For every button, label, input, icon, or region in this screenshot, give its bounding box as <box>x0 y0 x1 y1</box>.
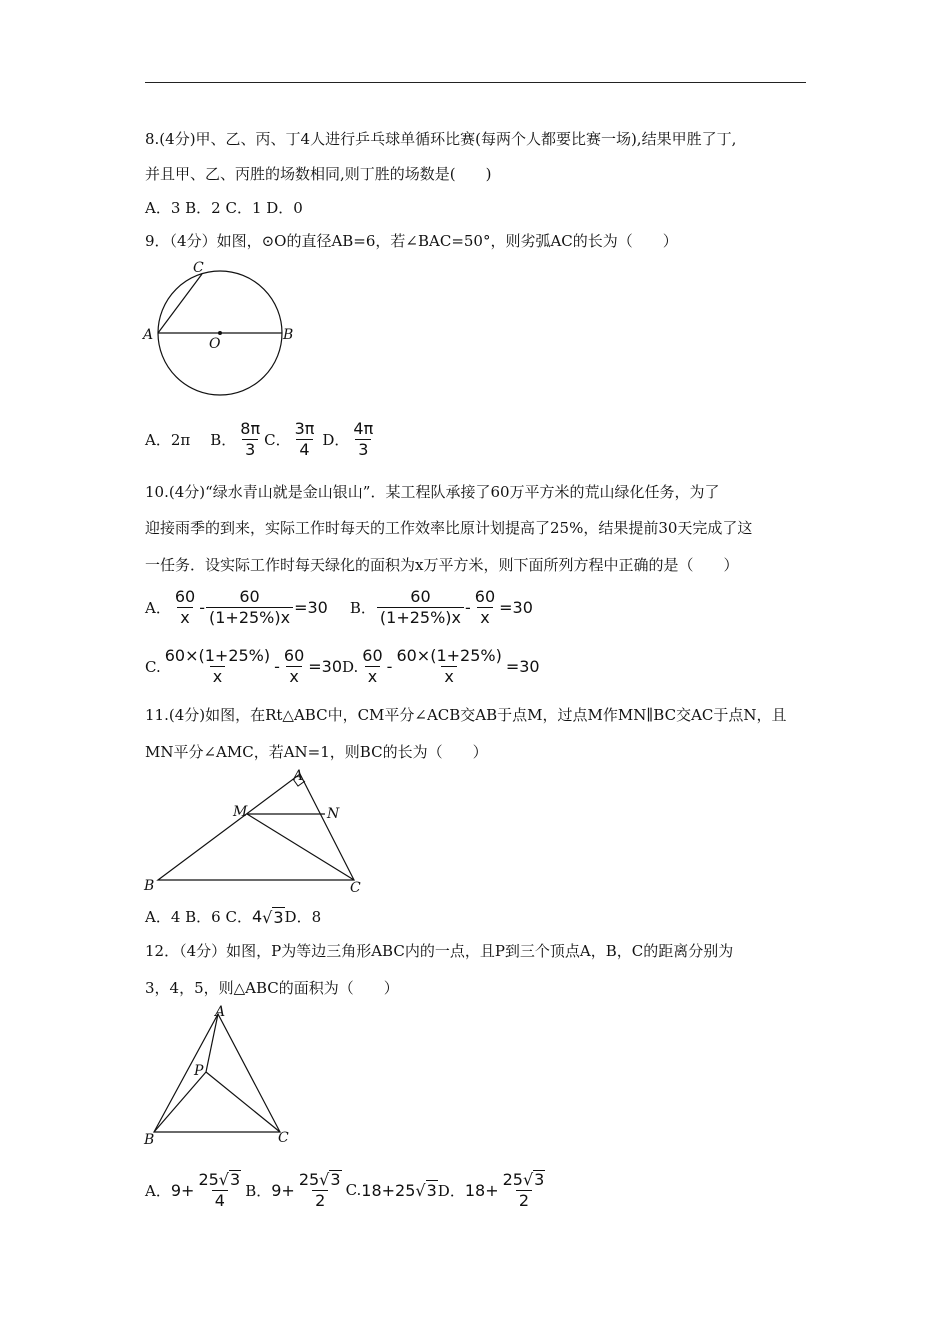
q10-c-frac2 <box>281 647 307 686</box>
segment-cm <box>247 814 354 880</box>
q12-a-frac <box>195 1170 244 1210</box>
radical-sign-icon: √ <box>262 907 273 927</box>
frac-den: x <box>365 666 380 686</box>
q10-stem-line1: 10.(4分)“绿水青山就是金山银山”．某工程队承接了60万平方米的荒山绿化任务，为了 <box>145 483 720 501</box>
q9-stem: 9．（4分）如图，⊙O的直径AB=6，若∠BAC=50°，则劣弧AC的长为（ ） <box>145 232 678 250</box>
label-c: C <box>278 1130 289 1146</box>
q10-option-b-label: B． <box>349 599 376 617</box>
frac-num: 60 <box>283 646 305 665</box>
q9-options <box>145 420 377 459</box>
frac-num: 4π <box>353 419 374 438</box>
frac-den: 2 <box>516 1190 532 1210</box>
frac-num: 60×(1+25%) <box>164 646 271 665</box>
coef: 25 <box>298 1170 320 1189</box>
label-b: B <box>144 878 155 894</box>
equals-30: =30 <box>308 657 343 676</box>
q12-options <box>145 1170 549 1210</box>
segment-pb <box>154 1072 206 1132</box>
frac-den: (1+25%)x <box>377 607 464 627</box>
frac-num <box>195 1170 244 1190</box>
q12-b-prefix: 9+ <box>271 1180 295 1200</box>
minus-sign: - <box>199 598 205 617</box>
q12-b-frac <box>296 1170 345 1210</box>
label-a: A <box>215 1004 226 1020</box>
equals-30: =30 <box>499 598 533 617</box>
frac-den: x <box>441 666 456 686</box>
q11-triangle-figure <box>140 766 370 898</box>
q11-option-c-coef: 4 <box>251 907 263 926</box>
radicand: 3 <box>330 1170 341 1189</box>
frac-num: 60 <box>174 587 196 606</box>
q11-options <box>145 906 321 927</box>
minus-sign: - <box>386 657 393 676</box>
q10-b-frac2 <box>472 588 498 627</box>
frac-den: 2 <box>312 1190 328 1210</box>
sqrt-expression <box>262 907 284 927</box>
equals-30: =30 <box>294 598 328 617</box>
q10-option-d-label: D. <box>342 657 359 676</box>
label-b: B <box>283 327 294 343</box>
label-c: C <box>193 260 204 276</box>
q12-d-frac <box>500 1170 549 1210</box>
q8-stem-line2: 并且甲、乙、丙胜的场数相同,则丁胜的场数是( ) <box>145 165 492 183</box>
frac-den: 4 <box>296 439 312 459</box>
q9-option-a: A．2π <box>145 431 191 449</box>
segment-pc <box>206 1072 280 1132</box>
q10-options-ab <box>145 588 533 627</box>
minus-sign: - <box>465 598 471 617</box>
label-n: N <box>327 806 340 822</box>
q12-stem-line2: 3，4，5，则△ABC的面积为（ ） <box>145 979 399 997</box>
q8-options: A．3 B．2 C．1 D．0 <box>145 199 303 217</box>
radical-sign-icon: √ <box>522 1170 534 1189</box>
header-rule <box>145 82 806 83</box>
q9-circle-figure <box>140 255 300 400</box>
q12-option-b-label: B． <box>245 1181 272 1200</box>
q10-stem-line2: 迎接雨季的到来，实际工作时每天的工作效率比原计划提高了25%，结果提前30天完成了这 <box>145 519 753 537</box>
q12-triangle-figure <box>140 1004 300 1149</box>
q12-option-a-label: A． <box>145 1181 171 1200</box>
frac-num: 8π <box>240 419 261 438</box>
q12-option-c-label: C. <box>345 1181 362 1199</box>
q11-option-d: D．8 <box>284 908 322 926</box>
radicand: 3 <box>230 1170 241 1189</box>
frac-num <box>296 1170 345 1190</box>
frac-num <box>500 1170 549 1190</box>
frac-num: 3π <box>294 419 315 438</box>
q8-stem-line1: 8.(4分)甲、乙、丙、丁4人进行乒乓球单循环比赛(每两个人都要比赛一场),结果甲胜了丁, <box>145 130 737 148</box>
frac-den: x <box>286 666 301 686</box>
radicand: 3 <box>534 1170 545 1189</box>
frac-num: 60×(1+25%) <box>396 646 502 665</box>
frac-den: 3 <box>242 439 258 459</box>
radical-sign-icon: √ <box>415 1181 426 1200</box>
q11-stem-line1: 11.(4分)如图，在Rt△ABC中，CM平分∠ACB交AB于点M，过点M作MN∥BC交AC于点N，且 <box>145 706 787 724</box>
q11-stem-line2: MN平分∠AMC，若AN=1，则BC的长为（ ） <box>145 743 488 761</box>
frac-num: 60 <box>410 587 431 606</box>
triangle-abc <box>154 1014 280 1132</box>
label-o: O <box>209 336 221 352</box>
frac-den: 3 <box>355 439 371 459</box>
sqrt-expression <box>219 1170 241 1189</box>
sqrt-expression <box>523 1170 545 1189</box>
q9-option-c-frac <box>292 420 318 459</box>
label-a: A <box>293 768 304 784</box>
label-a: A <box>143 327 154 343</box>
q10-a-frac1 <box>172 588 198 627</box>
q10-b-frac1 <box>377 588 464 627</box>
q10-d-frac1 <box>359 647 385 686</box>
coef: 25 <box>502 1170 523 1189</box>
chord-ac <box>158 274 202 333</box>
radical-sign-icon: √ <box>319 1170 330 1189</box>
frac-num: 60 <box>362 646 383 665</box>
q12-stem-line1: 12．（4分）如图，P为等边三角形ABC内的一点，且P到三个顶点A，B，C的距离分别为 <box>145 942 734 960</box>
q10-option-c-label: C. <box>145 657 161 676</box>
q10-options-cd <box>145 647 540 686</box>
q9-option-b-label: B． <box>210 431 237 449</box>
frac-den: x <box>177 607 192 627</box>
q9-option-d-label: D． <box>322 431 350 449</box>
radicand: 3 <box>273 907 284 927</box>
q10-d-frac2 <box>393 647 504 686</box>
equals-30: =30 <box>505 657 540 676</box>
q9-option-d-frac <box>350 420 376 459</box>
frac-den: x <box>477 607 492 627</box>
coef: 25 <box>198 1170 219 1189</box>
frac-den: 4 <box>212 1190 228 1210</box>
label-m: M <box>233 804 248 820</box>
q9-option-b-frac <box>237 420 263 459</box>
q12-c-prefix: 18+25 <box>361 1180 416 1200</box>
q12-option-d-label: D． <box>437 1181 465 1200</box>
label-c: C <box>350 880 361 896</box>
label-p: P <box>194 1063 204 1079</box>
q9-option-c-label: C． <box>264 431 291 449</box>
radical-sign-icon: √ <box>218 1170 229 1189</box>
q12-a-prefix: 9+ <box>170 1180 195 1200</box>
segment-pa <box>206 1014 218 1072</box>
triangle-abc <box>158 774 354 880</box>
frac-den: x <box>210 666 225 686</box>
q10-a-frac2 <box>206 588 293 627</box>
label-b: B <box>144 1132 155 1148</box>
frac-den: (1+25%)x <box>206 607 293 627</box>
frac-num: 60 <box>474 587 496 606</box>
q10-option-a-label: A． <box>145 599 171 617</box>
q11-options-ab: A．4 B．6 C． <box>145 908 252 926</box>
sqrt-expression <box>319 1170 341 1189</box>
radicand: 3 <box>426 1181 437 1200</box>
minus-sign: - <box>274 657 280 676</box>
center-point <box>218 331 222 335</box>
q10-stem-line3: 一任务．设实际工作时每天绿化的面积为x万平方米，则下面所列方程中正确的是（ ） <box>145 556 739 574</box>
sqrt-expression <box>415 1180 437 1200</box>
frac-num: 60 <box>239 587 260 606</box>
q10-c-frac1 <box>162 647 273 686</box>
q12-d-prefix: 18+ <box>464 1180 499 1200</box>
